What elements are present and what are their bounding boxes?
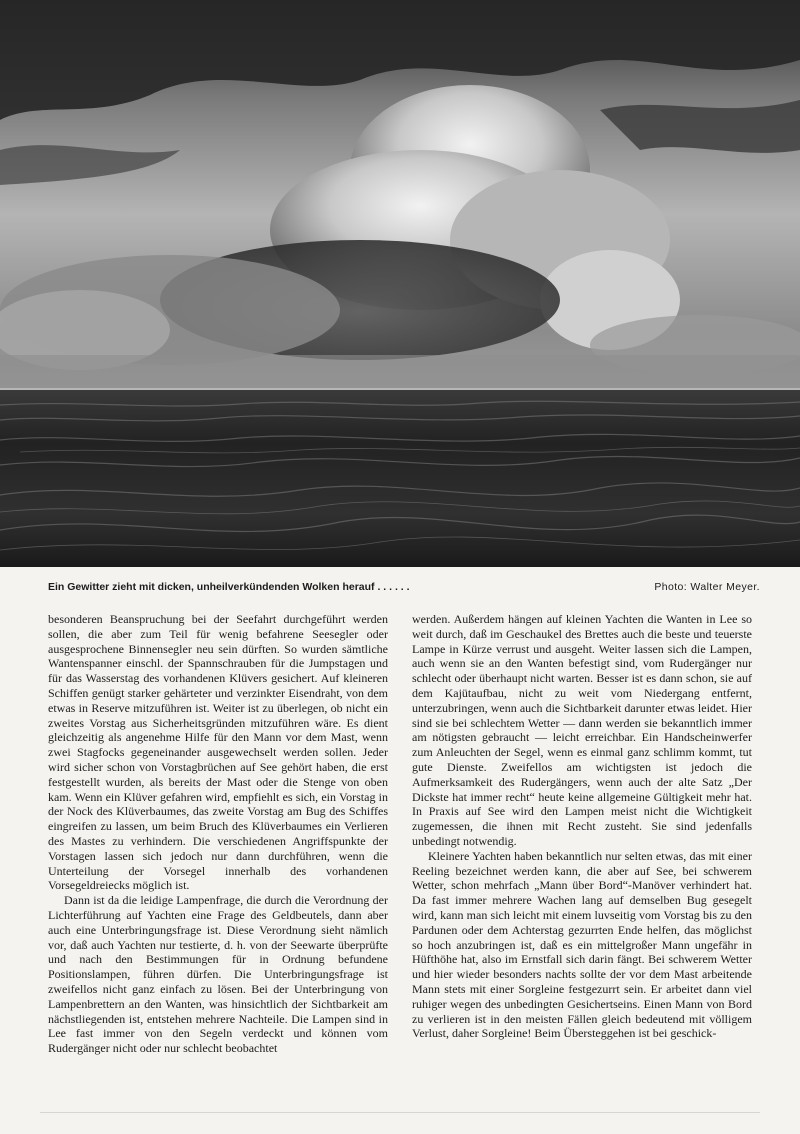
photo-credit: Photo: Walter Meyer. bbox=[654, 581, 760, 593]
paragraph: Kleinere Yachten haben bekanntlich nur selten etwas, das mit einer Reeling bezeichnet werden kann, die aber auf See, bei schwerem Wetter, schon mehrfach „Mann über Bord“-Manöver verhindert hat. Da fast immer mehrere Wachen lang auf demselben Bug gesegelt wird, kann man sich leicht mit einem luvseitig vom Vorstag bis zu den Pardunen oder dem Achterstag gezurrten Ende helfen, das möglichst so hoch anzubringen ist, daß es ein mittelgroßer Mann ungefähr in Hüfthöhe hat, also im Ernstfall sich darin fängt. Bei schwerem Wetter und hier wieder besonders nachts sollte der vor dem Mast arbeitende Mann stets mit einer Sorgleine festgezurrt sein. Er arbeitet dann viel ruhiger wegen des unbedingten Gesichertseins. Einen Mann von Bord zu verlieren ist in den meisten Fällen gleich bedeutend mit völligem Verlust, daher Sorgleine! Beim Übersteggehen ist bei geschick- bbox=[412, 848, 752, 1041]
photo-caption bbox=[48, 578, 760, 596]
paragraph: besonderen Beanspruchung bei der Seefahrt durchgeführt werden sollen, die aber zum Teil für wenig befahrene Seesegler oder ausgesprochene Binnensegler neu sein dürften. So wurden sämtliche Wantenspanner einschl. der Spannschrauben für die Jumpstagen und für das Wasserstag des vorhandenen Klüvers gesichert. Auf kleineren Schiffen genügt starker gehärteter und verzinkter Eisendraht, von dem etwas in Reserve mitzuführen ist. Weiter ist zu überlegen, ob nicht ein zweites Vorstag aus Sicherheitsgründen mitzuführen wäre. Es dient gleichzeitig als angenehme Hilfe für den Mann vor dem Mast, wenn zwei Stagfocks gegeneinander ausgewechselt werden sollen. Jeder wird sicher schon von Vorstagbrüchen auf See gehört haben, die erst festgestellt wurden, als bereits der Mast oder die Stenge von oben kam. Wenn ein Klüver gefahren wird, empfiehlt es sich, ein Vorstag in der Nock des Klüverbaumes, das zweite Vorstag am Bug des Schiffes eingreifen zu lassen, um beim Bruch des Klüverbaumes ein Verlieren des Mastes zu verhindern. Die verschiedenen Angriffspunkte der Vorstagen lassen sich jedoch nur dann durchführen, wenn die Unterteilung der Vorsegel innerhalb des vorhandenen Vorsegeldreiecks möglich ist. bbox=[48, 612, 388, 893]
page-bottom-rule bbox=[40, 1112, 760, 1113]
paragraph: Dann ist da die leidige Lampenfrage, die durch die Verordnung der Lichterführung auf Yachten eine Frage des Geldbeutels, dann aber auch eine Unterbringungsfrage ist. Diese Verordnung sieht nämlich vor, daß auch Yachten nur testierte, d. h. von der Seewarte überprüfte und nach den Bestimmungen für in Ordnung befundene Positionslampen, führen dürfen. Die Unterbringungsfrage ist zweifellos nicht ganz einfach zu lösen. Bei der Unterbringung von Lampenbrettern an den Wanten, was hinsichtlich der Sichtbarkeit am nächstliegenden ist, entstehen mehrere Nachteile. Die Lampen sind in Lee fast immer von den Segeln verdeckt und können vom Rudergänger nicht oder nur schlecht beobachtet bbox=[48, 893, 388, 1056]
paragraph: werden. Außerdem hängen auf kleinen Yachten die Wanten in Lee so weit durch, daß im Geschaukel des Brettes auch die beste und teuerste Lampe in Kürze verrust und ausgeht. Weiter lassen sich die Lampen, auch wenn sie an den Wanten befestigt sind, vom Rudergänger nur schlecht oder überhaupt nicht warten. Besser ist es dann schon, sie auf dem Kajütaufbau, nicht zu weit vom Niedergang entfernt, unterzubringen, wenn auch die Sichtbarkeit darunter etwas leidet. Hier sind sie bei schlechtem Wetter — dann werden sie bekanntlich immer am nötigsten gebraucht — leicht erreichbar. Ein Handscheinwerfer zum Anleuchten der Segel, wenn es einmal ganz schlimm kommt, tut gute Dienste. Zweifellos am wichtigsten ist jedoch die Aufmerksamkeit des Rudergängers, wenn auch der alte Satz „Der Dickste hat immer recht“ heute keine allgemeine Gültigkeit mehr hat. In Praxis auf See wird den Lampen meist nicht die Wichtigkeit zugemessen, die ihnen mit Recht zusteht. Sie sind jedenfalls unbedingt notwendig. bbox=[412, 612, 752, 848]
article-column-left bbox=[48, 612, 388, 1056]
caption-text: Ein Gewitter zieht mit dicken, unheilverkündenden Wolken herauf . . . . . . bbox=[48, 581, 410, 593]
article-column-right bbox=[412, 612, 752, 1041]
